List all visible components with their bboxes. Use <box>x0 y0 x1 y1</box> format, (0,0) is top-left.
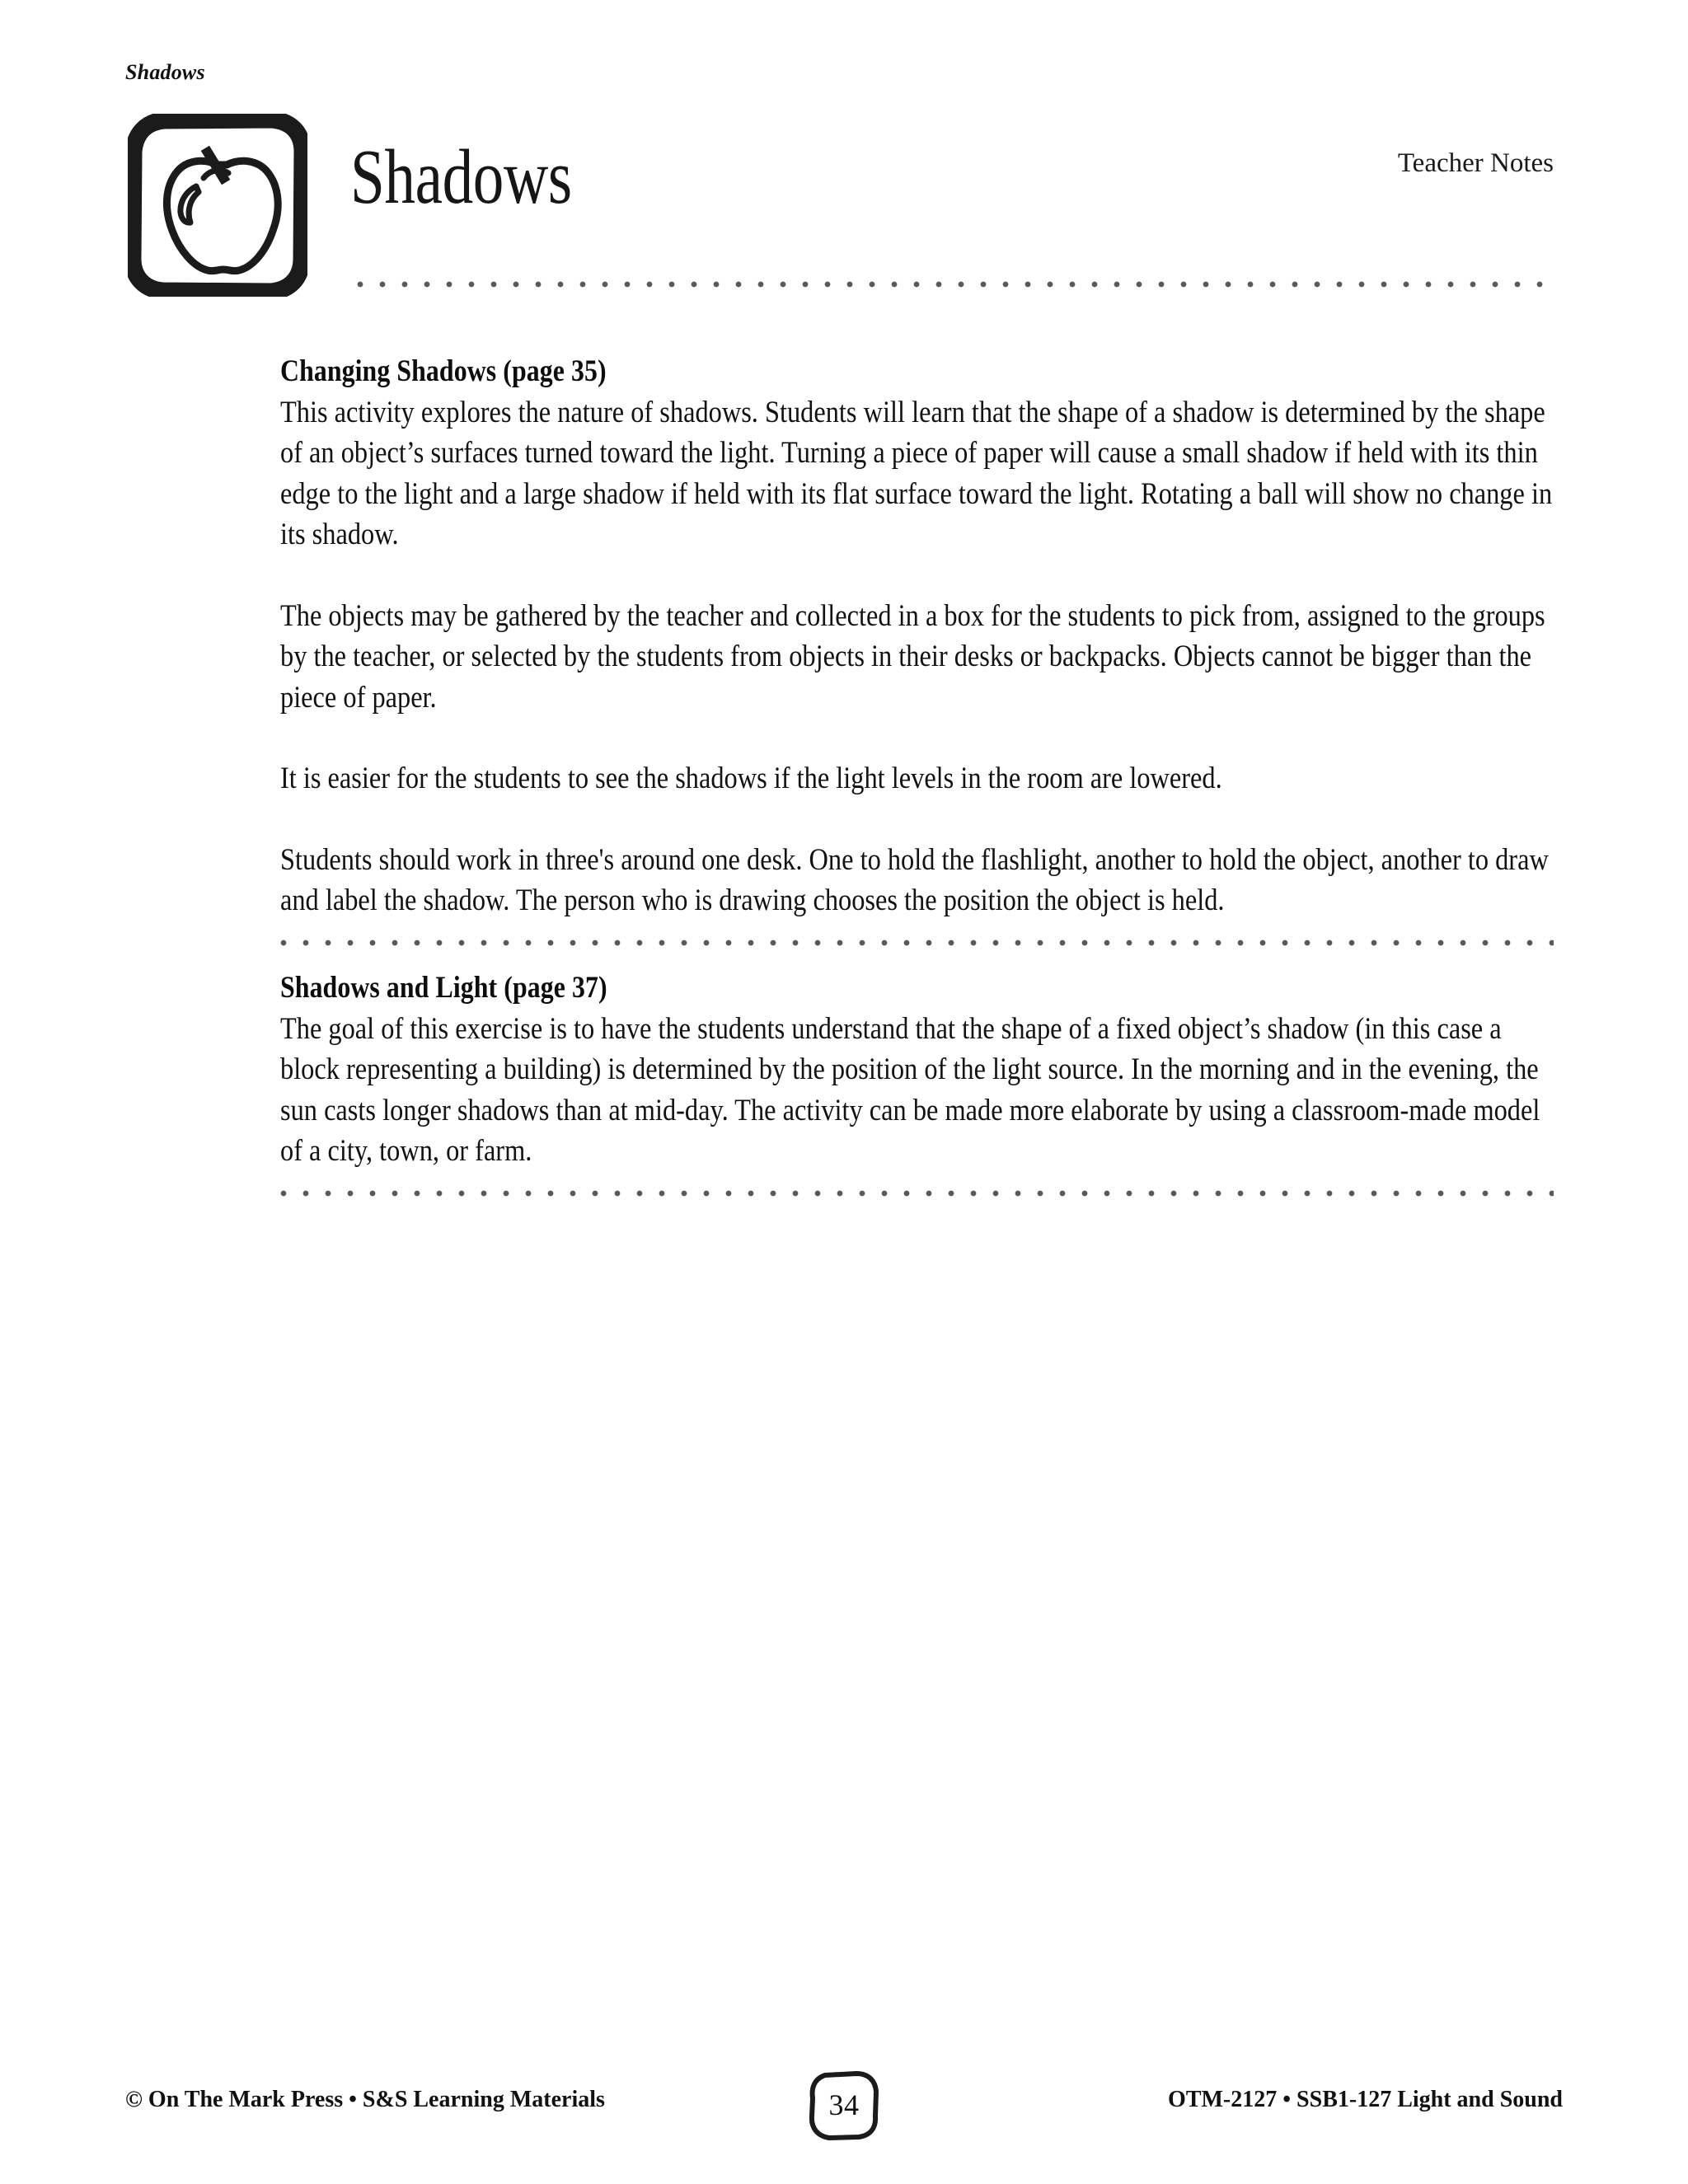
page-number: 34 <box>828 2088 860 2121</box>
page-number-badge <box>804 2067 884 2143</box>
masthead-subtitle: Teacher Notes <box>1397 148 1554 178</box>
apple-in-rounded-square-icon <box>128 114 307 297</box>
paragraph: This activity explores the nature of shadows. Students will learn that the shape of a shadow is determined by the shape of an object’s surfaces turned toward the light. Turning a piece of paper will cause a small shadow if held with its thin edge to the light and a large shadow if held with its flat surface toward the light. Rotating a ball will show no change in its shadow. <box>280 395 1553 552</box>
paragraph: The objects may be gathered by the teacher and collected in a box for the students to pick from, assigned to the groups by the teacher, or selected by the students from objects in their desks or backpacks. Objects cannot be bigger than the piece of paper. <box>280 598 1545 715</box>
section-divider <box>280 1190 1554 1197</box>
masthead <box>128 114 1554 303</box>
section-divider <box>280 940 1554 946</box>
section-shadows-and-light <box>280 971 1554 1172</box>
page-title: Shadows <box>350 134 572 220</box>
section-heading: Changing Shadows (page 35) <box>280 354 607 388</box>
page-footer <box>0 2044 1688 2184</box>
paragraph: The goal of this exercise is to have the students understand that the shape of a fixed object’s shadow (in this case a block representing a building) is determined by the position of the light source. In the morning and in the evening, the sun casts longer shadows than at mid-day. The activity can be made more elaborate by using a classroom-made model of a city, town, or farm. <box>280 1011 1540 1169</box>
footer-copyright: © On The Mark Press • S&S Learning Materials <box>125 2087 605 2112</box>
running-head: Shadows <box>125 60 205 84</box>
section-heading: Shadows and Light (page 37) <box>280 970 607 1005</box>
paragraph: Students should work in three's around one desk. One to hold the flashlight, another to hold the object, another to draw and label the shadow. The person who is drawing chooses the position the object is held. <box>280 842 1549 918</box>
footer-product-code: OTM-2127 • SSB1-127 Light and Sound <box>1168 2087 1563 2112</box>
masthead-dotted-rule <box>357 281 1554 288</box>
paragraph: It is easier for the students to see the shadows if the light levels in the room are lowered. <box>280 762 1222 796</box>
section-changing-shadows <box>280 354 1554 921</box>
content-body <box>280 354 1554 1197</box>
